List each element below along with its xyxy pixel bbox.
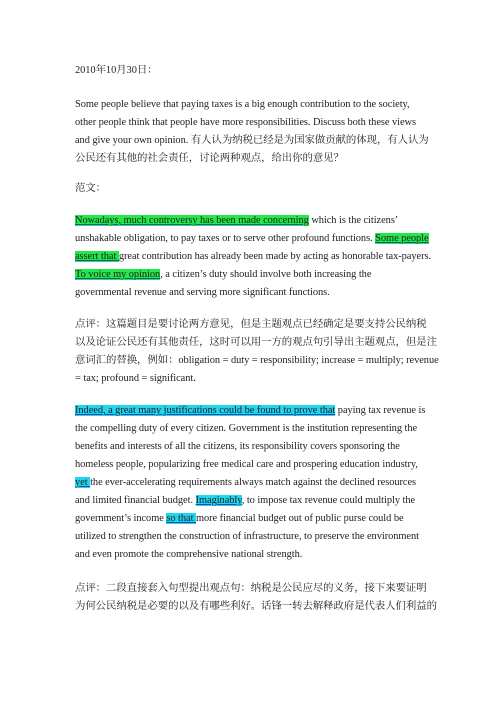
date-heading: 2010年10月30日： xyxy=(75,65,158,76)
essay-line: utilized to strengthen the construction of infrastructure, to preserve the environment xyxy=(75,531,419,542)
essay-text: which is the citizens’ xyxy=(308,215,399,226)
comment-line: 以及论证公民还有其他责任，这时可以用一方的观点句引导出主题观点，但是注 xyxy=(75,337,437,348)
essay-line xyxy=(75,250,431,264)
highlighted-phrase: so that xyxy=(166,513,196,524)
essay-line: the compelling duty of every citizen. Government is the institution representing the xyxy=(75,423,418,434)
essay-line xyxy=(75,494,415,508)
essay-line xyxy=(75,476,416,490)
essay-text: and limited financial budget. xyxy=(75,495,196,506)
essay-text: , a citizen’s duty should involve both increasing the xyxy=(160,269,372,280)
essay-text: more financial budget out of public purse could be xyxy=(195,513,404,524)
question-line: and give your own opinion. 有人认为纳税已经是为国家做贡献的体现，有人认为 xyxy=(75,135,429,146)
sample-label: 范文： xyxy=(75,183,107,194)
comment-line: 意词汇的替换，例如：obligation = duty = responsibility; increase = multiply; revenue xyxy=(75,355,439,366)
essay-text: , to impose tax revenue could multiply the xyxy=(241,495,416,506)
essay-line: benefits and interests of all the citizens, its responsibility covers sponsoring the xyxy=(75,441,400,452)
highlighted-phrase: Indeed, a great many justifications could be found to prove that xyxy=(75,405,336,416)
comment-line: 点评：这篇题目是要讨论两方意见，但是主题观点已经确定是要支持公民纳税 xyxy=(75,319,427,330)
essay-text: unshakable obligation, to pay taxes or to serve other profound functions. xyxy=(75,233,376,244)
comment-line: 为何公民纳税是必要的以及有哪些利好。话锋一转去解释政府是代表人们利益的 xyxy=(75,601,437,612)
essay-line xyxy=(75,404,425,418)
essay-line xyxy=(75,214,398,228)
essay-line: and even promote the comprehensive national strength. xyxy=(75,549,303,560)
comment-line: = tax; profound = significant. xyxy=(75,373,196,384)
question-line: other people think that people have more responsibilities. Discuss both these views xyxy=(75,117,416,128)
essay-text: great contribution has already been made by acting as honorable tax-payers. xyxy=(118,251,432,262)
comment-line: 点评：二段直接套入句型提出观点句：纳税是公民应尽的义务，接下来要证明 xyxy=(75,583,427,594)
highlighted-phrase: Nowadays, much controversy has been made concerning xyxy=(75,215,309,226)
highlighted-phrase: To voice my opinion xyxy=(75,269,161,280)
highlighted-phrase: yet xyxy=(75,477,91,488)
essay-line xyxy=(75,268,371,282)
essay-text: the ever-accelerating requirements always match against the declined resources xyxy=(90,477,417,488)
question-line: 公民还有其他的社会责任，讨论两种观点，给出你的意见？ xyxy=(75,153,344,164)
essay-line: governmental revenue and serving more significant functions. xyxy=(75,287,330,298)
question-line: Some people believe that paying taxes is a big enough contribution to the society, xyxy=(75,99,410,110)
essay-text: paying tax revenue is xyxy=(335,405,426,416)
essay-line: homeless people, popularizing free medical care and prospering education industry, xyxy=(75,459,418,470)
highlighted-phrase: Imaginably xyxy=(195,495,242,506)
essay-line xyxy=(75,512,404,526)
essay-line xyxy=(75,232,429,246)
highlighted-phrase: assert that xyxy=(75,251,119,262)
essay-text: government’s income xyxy=(75,513,167,524)
highlighted-phrase: Some people xyxy=(375,233,429,244)
